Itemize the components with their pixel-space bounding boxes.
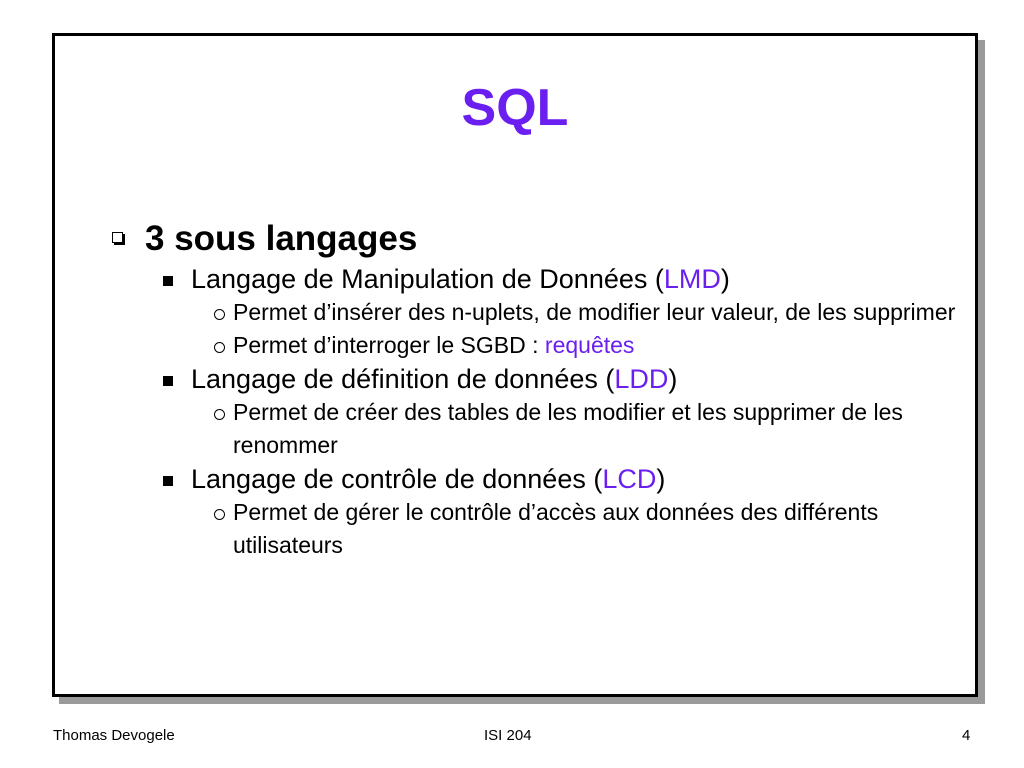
sub-item-text: Permet d’interroger le SGBD : [233,332,545,358]
section-lcd [107,462,987,496]
filled-square-icon [163,376,173,386]
section-acronym: LCD [602,464,657,494]
slide-frame [52,33,978,697]
section-label: Langage de Manipulation de Données ( [191,264,664,294]
section-lmd [107,262,987,296]
section-label-suffix: ) [656,464,666,494]
sub-item-text: Permet de créer des tables de les modifier et les supprimer de les renommer [233,399,903,458]
sub-item [107,496,987,562]
filled-square-icon [163,276,173,286]
section-ldd [107,362,987,396]
hollow-circle-icon [214,342,225,353]
footer-author: Thomas Devogele [53,727,175,744]
sub-item-text: Permet d’insérer des n-uplets, de modifier leur valeur, de les supprimer [233,299,956,325]
filled-square-icon [163,476,173,486]
heading-bullet-item [107,218,987,260]
section-label-suffix: ) [720,264,730,294]
sub-item-text: Permet de gérer le contrôle d’accès aux données des différents utilisateurs [233,499,879,558]
heading-text: 3 sous langages [145,219,418,258]
footer-page-number: 4 [962,727,971,744]
slide-content [107,218,987,562]
section-label-suffix: ) [668,364,678,394]
sub-item-highlight: requêtes [544,332,635,358]
section-acronym: LDD [614,364,669,394]
slide-title: SQL [461,79,569,137]
section-acronym: LMD [663,264,721,294]
hollow-circle-icon [214,509,225,520]
hollow-circle-icon [214,309,225,320]
hollow-square-icon [112,232,123,243]
footer-course: ISI 204 [484,727,532,744]
section-label: Langage de contrôle de données ( [191,464,603,494]
sub-item [107,296,987,329]
section-label: Langage de définition de données ( [191,364,615,394]
sub-item [107,396,987,462]
sub-item [107,329,987,362]
hollow-circle-icon [214,409,225,420]
